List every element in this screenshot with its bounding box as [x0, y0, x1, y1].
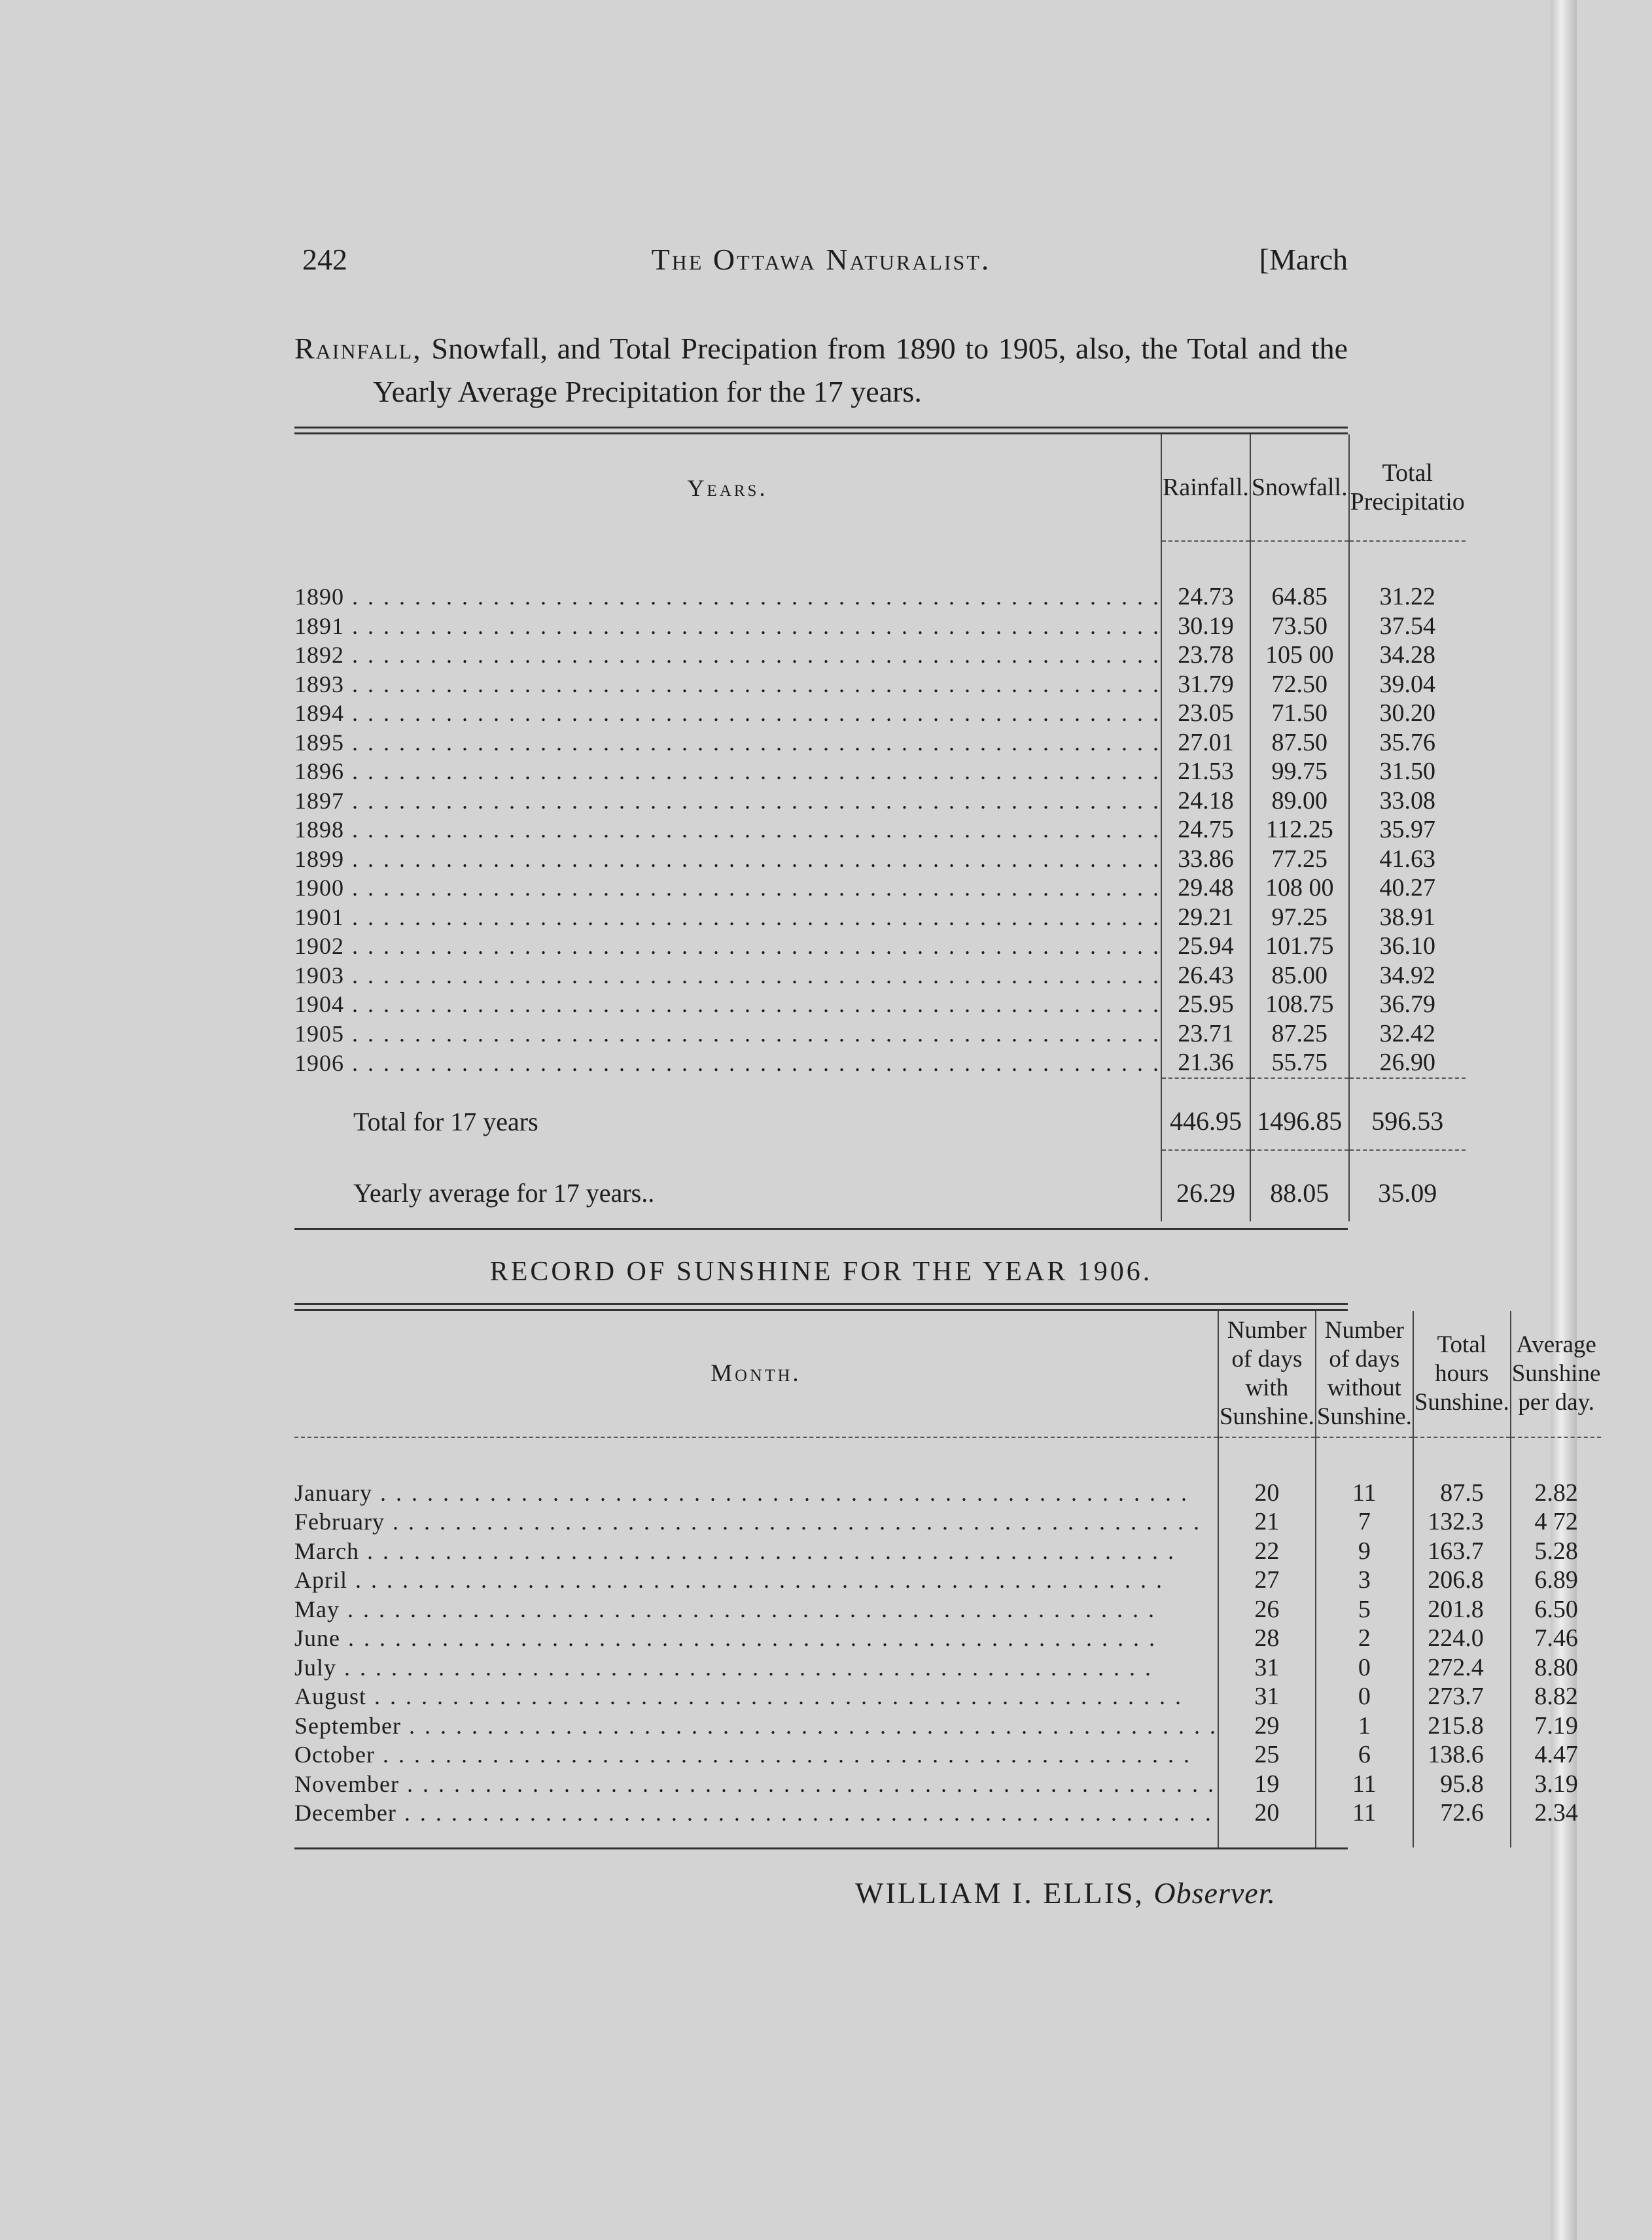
month-label: January . . . [294, 1479, 1218, 1508]
year-label: 1903 . . . [294, 961, 1161, 990]
running-head [294, 242, 1348, 288]
days-with-value: 22 [1218, 1537, 1316, 1566]
rainfall-value: 24.73 [1161, 582, 1250, 612]
table-row [294, 1711, 1601, 1741]
page-number: 242 [302, 243, 347, 276]
hours-value: 72.6 [1413, 1798, 1511, 1828]
table-row [294, 699, 1466, 728]
total-divider [294, 1078, 1466, 1093]
average-value: 8.80 [1511, 1653, 1602, 1683]
days-without-value: 11 [1316, 1479, 1413, 1508]
table-row [294, 1798, 1601, 1828]
table-header-row [294, 434, 1466, 541]
average-value: 6.50 [1511, 1595, 1602, 1624]
hours-value: 215.8 [1413, 1711, 1511, 1741]
sunshine-table [294, 1311, 1601, 1847]
average-label: Yearly average for 17 years.. [353, 1178, 655, 1208]
table-row [294, 1624, 1601, 1653]
sunshine-header-divider [294, 1437, 1601, 1452]
snowfall-value: 87.50 [1250, 728, 1349, 758]
total-value: 33.08 [1349, 786, 1466, 816]
table-row [294, 1048, 1466, 1078]
table-row [294, 932, 1466, 961]
snowfall-value: 105 00 [1250, 640, 1349, 670]
total-value: 26.90 [1349, 1048, 1466, 1078]
snowfall-value: 97.25 [1250, 903, 1349, 932]
total-value: 34.92 [1349, 961, 1466, 990]
hours-value: 132.3 [1413, 1507, 1511, 1537]
snowfall-value: 101.75 [1250, 932, 1349, 961]
rainfall-value: 26.43 [1161, 961, 1250, 990]
table-row [294, 903, 1466, 932]
rainfall-value: 23.71 [1161, 1019, 1250, 1049]
table-row [294, 1682, 1601, 1711]
header-divider [294, 541, 1466, 556]
snowfall-value: 77.25 [1250, 845, 1349, 874]
hours-value: 206.8 [1413, 1566, 1511, 1595]
days-with-value: 19 [1218, 1770, 1316, 1799]
days-with-value: 31 [1218, 1653, 1316, 1683]
days-with-value: 28 [1218, 1624, 1316, 1653]
days-with-value: 26 [1218, 1595, 1316, 1624]
hours-value: 95.8 [1413, 1770, 1511, 1799]
snowfall-value: 112.25 [1250, 815, 1349, 845]
total-rainfall: 446.95 [1161, 1093, 1250, 1150]
year-label: 1901 . . . [294, 903, 1161, 932]
header-days-without-sunshine: Number of days without Sunshine. [1316, 1311, 1413, 1437]
sunshine-header-row [294, 1311, 1601, 1437]
snowfall-value: 64.85 [1250, 582, 1349, 612]
days-with-value: 21 [1218, 1507, 1316, 1537]
total-value: 41.63 [1349, 845, 1466, 874]
rainfall-value: 21.53 [1161, 757, 1250, 786]
total-value: 36.10 [1349, 932, 1466, 961]
table-row [294, 1595, 1601, 1624]
days-with-value: 27 [1218, 1566, 1316, 1595]
rainfall-value: 29.48 [1161, 873, 1250, 903]
hours-value: 138.6 [1413, 1740, 1511, 1770]
month-label: March . . . [294, 1537, 1218, 1566]
snowfall-value: 108.75 [1250, 990, 1349, 1019]
rainfall-value: 31.79 [1161, 670, 1250, 699]
header-years: Years. [687, 474, 768, 501]
days-without-value: 6 [1316, 1740, 1413, 1770]
total-value: 32.42 [1349, 1019, 1466, 1049]
month-label: December . . . [294, 1798, 1218, 1828]
days-with-value: 25 [1218, 1740, 1316, 1770]
sunshine-rows [294, 1479, 1601, 1828]
average-row [294, 1165, 1466, 1221]
days-with-value: 20 [1218, 1798, 1316, 1828]
header-total-precipitation: Total Precipitatio [1349, 434, 1466, 541]
snowfall-value: 87.25 [1250, 1019, 1349, 1049]
snowfall-value: 71.50 [1250, 699, 1349, 728]
header-total-hours: Total hours Sunshine. [1413, 1311, 1511, 1437]
total-value: 38.91 [1349, 903, 1466, 932]
year-label: 1890 . . . [294, 582, 1161, 612]
average-value: 4 72 [1511, 1507, 1602, 1537]
table-row [294, 786, 1466, 816]
year-label: 1895 . . . [294, 728, 1161, 758]
year-label: 1897 . . . [294, 786, 1161, 816]
precipitation-table [294, 434, 1466, 1221]
days-without-value: 7 [1316, 1507, 1413, 1537]
month-label: July . . . [294, 1653, 1218, 1683]
rainfall-value: 33.86 [1161, 845, 1250, 874]
year-label: 1891 . . . [294, 612, 1161, 641]
sunshine-bottom-rule [294, 1847, 1348, 1849]
average-precipitation: 35.09 [1349, 1165, 1466, 1221]
days-with-value: 31 [1218, 1682, 1316, 1711]
header-month: Month. [711, 1359, 801, 1387]
rainfall-value: 30.19 [1161, 612, 1250, 641]
total-value: 30.20 [1349, 699, 1466, 728]
table-row [294, 873, 1466, 903]
total-value: 31.50 [1349, 757, 1466, 786]
header-snowfall: Snowfall. [1250, 434, 1349, 541]
year-label: 1898 . . . [294, 815, 1161, 845]
days-with-value: 20 [1218, 1479, 1316, 1508]
rainfall-value: 24.75 [1161, 815, 1250, 845]
average-value: 4.47 [1511, 1740, 1602, 1770]
year-label: 1902 . . . [294, 932, 1161, 961]
total-value: 39.04 [1349, 670, 1466, 699]
total-value: 37.54 [1349, 612, 1466, 641]
page [294, 242, 1601, 1910]
snowfall-value: 55.75 [1250, 1048, 1349, 1078]
caption-text: Snowfall, and Total Precipation from 1890 to 1905, also, the Total and the Yearly Average Precipitation for the 17 years. [373, 332, 1348, 408]
table-row [294, 640, 1466, 670]
days-with-value: 29 [1218, 1711, 1316, 1741]
caption-lead: Rainfall, [294, 332, 422, 365]
year-label: 1899 . . . [294, 845, 1161, 874]
table-row [294, 990, 1466, 1019]
snowfall-value: 85.00 [1250, 961, 1349, 990]
total-label: Total for 17 years [353, 1106, 538, 1136]
total-value: 35.76 [1349, 728, 1466, 758]
observer-signature [294, 1876, 1348, 1910]
month-label: April . . . [294, 1566, 1218, 1595]
days-without-value: 3 [1316, 1566, 1413, 1595]
average-value: 8.82 [1511, 1682, 1602, 1711]
year-label: 1893 . . . [294, 670, 1161, 699]
table-row [294, 961, 1466, 990]
table-bottom-rule [294, 1228, 1348, 1230]
rain-table-caption [294, 327, 1348, 413]
month-label: August . . . [294, 1682, 1218, 1711]
days-without-value: 9 [1316, 1537, 1413, 1566]
rainfall-value: 27.01 [1161, 728, 1250, 758]
year-label: 1892 . . . [294, 640, 1161, 670]
total-snowfall: 1496.85 [1250, 1093, 1349, 1150]
page-edge [1551, 0, 1577, 2240]
table-row [294, 1537, 1601, 1566]
year-label: 1906 . . . [294, 1048, 1161, 1078]
month-label: September . . . [294, 1711, 1218, 1741]
journal-title: The Ottawa Naturalist. [651, 243, 991, 276]
snowfall-value: 108 00 [1250, 873, 1349, 903]
days-without-value: 5 [1316, 1595, 1413, 1624]
average-rainfall: 26.29 [1161, 1165, 1250, 1221]
total-value: 34.28 [1349, 640, 1466, 670]
month-label: June . . . [294, 1624, 1218, 1653]
average-value: 3.19 [1511, 1770, 1602, 1799]
table-row [294, 612, 1466, 641]
average-value: 5.28 [1511, 1537, 1602, 1566]
rainfall-value: 21.36 [1161, 1048, 1250, 1078]
total-row [294, 1093, 1466, 1150]
table-row [294, 1019, 1466, 1049]
table-row [294, 1479, 1601, 1508]
hours-value: 224.0 [1413, 1624, 1511, 1653]
total-value: 40.27 [1349, 873, 1466, 903]
average-value: 6.89 [1511, 1566, 1602, 1595]
table-row [294, 1740, 1601, 1770]
total-value: 36.79 [1349, 990, 1466, 1019]
rainfall-value: 25.94 [1161, 932, 1250, 961]
days-without-value: 1 [1316, 1711, 1413, 1741]
table-row [294, 845, 1466, 874]
rainfall-value: 25.95 [1161, 990, 1250, 1019]
rainfall-value: 23.05 [1161, 699, 1250, 728]
table-row [294, 1770, 1601, 1799]
days-without-value: 0 [1316, 1682, 1413, 1711]
average-divider [294, 1150, 1466, 1165]
snowfall-value: 89.00 [1250, 786, 1349, 816]
year-label: 1904 . . . [294, 990, 1161, 1019]
average-value: 7.19 [1511, 1711, 1602, 1741]
issue-month: [March [1259, 243, 1348, 276]
header-average-sunshine: Average Sunshine per day. [1511, 1311, 1602, 1437]
year-label: 1894 . . . [294, 699, 1161, 728]
observer-name: WILLIAM I. ELLIS, [855, 1876, 1144, 1910]
table-row [294, 728, 1466, 758]
year-label: 1900 . . . [294, 873, 1161, 903]
header-rainfall: Rainfall. [1161, 434, 1250, 541]
total-value: 35.97 [1349, 815, 1466, 845]
days-without-value: 2 [1316, 1624, 1413, 1653]
rainfall-value: 23.78 [1161, 640, 1250, 670]
snowfall-value: 72.50 [1250, 670, 1349, 699]
snowfall-value: 99.75 [1250, 757, 1349, 786]
year-label: 1896 . . . [294, 757, 1161, 786]
snowfall-value: 73.50 [1250, 612, 1349, 641]
table-row [294, 757, 1466, 786]
total-value: 31.22 [1349, 582, 1466, 612]
month-label: February . . . [294, 1507, 1218, 1537]
days-without-value: 11 [1316, 1798, 1413, 1828]
average-value: 7.46 [1511, 1624, 1602, 1653]
rainfall-value: 29.21 [1161, 903, 1250, 932]
total-precipitation: 596.53 [1349, 1093, 1466, 1150]
header-days-with-sunshine: Number of days with Sunshine. [1218, 1311, 1316, 1437]
sunshine-title: RECORD OF SUNSHINE FOR THE YEAR 1906. [489, 1256, 1153, 1287]
month-label: November . . . [294, 1770, 1218, 1799]
month-label: October . . . [294, 1740, 1218, 1770]
average-value: 2.34 [1511, 1798, 1602, 1828]
table-row [294, 1507, 1601, 1537]
hours-value: 201.8 [1413, 1595, 1511, 1624]
hours-value: 272.4 [1413, 1653, 1511, 1683]
average-snowfall: 88.05 [1250, 1165, 1349, 1221]
hours-value: 273.7 [1413, 1682, 1511, 1711]
sunshine-top-rule [294, 1303, 1348, 1311]
precipitation-rows [294, 582, 1466, 1078]
table-row [294, 670, 1466, 699]
rainfall-value: 24.18 [1161, 786, 1250, 816]
table-row [294, 815, 1466, 845]
hours-value: 163.7 [1413, 1537, 1511, 1566]
table-row [294, 1653, 1601, 1683]
month-label: May . . . [294, 1595, 1218, 1624]
observer-role: Observer. [1153, 1876, 1276, 1910]
table-row [294, 1566, 1601, 1595]
average-value: 2.82 [1511, 1479, 1602, 1508]
days-without-value: 0 [1316, 1653, 1413, 1683]
table-row [294, 582, 1466, 612]
top-double-rule [294, 427, 1348, 434]
hours-value: 87.5 [1413, 1479, 1511, 1508]
year-label: 1905 . . . [294, 1019, 1161, 1049]
days-without-value: 11 [1316, 1770, 1413, 1799]
